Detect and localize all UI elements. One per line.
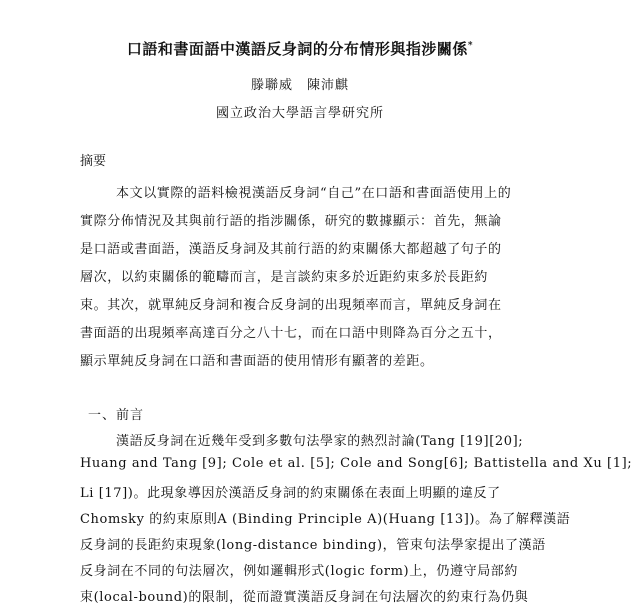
paper-title (0, 38, 600, 59)
body-line: 反身詞在不同的句法層次，例如邏輯形式(logic form)上，仍遵守局部約 (80, 564, 519, 579)
body-line: Huang and Tang [9]; Cole et al. [5]; Cole and Song[6]; Battistella and Xu [1]; (80, 456, 632, 471)
abstract-line: 顯示單純反身詞在口語和書面語的使用情形有顯著的差距。 (80, 354, 434, 369)
abstract-line: 束。其次，就單純反身詞和複合反身詞的出現頻率而言，單純反身詞在 (80, 298, 502, 313)
paper-title-text: 口語和書面語中漢語反身詞的分布情形與指涉關係 (126, 40, 468, 58)
body-line: 束(local-bound)的限制，從而證實漢語反身詞在句法層次的約束行為仍與 (80, 590, 529, 605)
body-line: 漢語反身詞在近幾年受到多數句法學家的熱烈討論(Tang [19][20]; (116, 434, 524, 449)
abstract-line: 實際分佈情況及其與前行語的指涉關係，研究的數據顯示：首先，無論 (80, 214, 502, 229)
abstract-line: 層次，以約束關係的範疇而言，是言談約束多於近距約束多於長距約 (80, 270, 489, 285)
body-line: 反身詞的長距約束現象(long-distance binding)，管束句法學家提出了漢語 (80, 538, 546, 553)
body-line: Chomsky 的約束原則A (Binding Principle A)(Huang [13])。為了解釋漢語 (80, 512, 571, 527)
paper-affiliation: 國立政治大學語言學研究所 (215, 106, 384, 121)
section-heading-introduction: 一、前言 (88, 408, 145, 423)
abstract-line: 本文以實際的語料檢視漢語反身詞“自己”在口語和書面語使用上的 (116, 186, 512, 201)
abstract-line: 書面語的出現頻率高達百分之八十七，而在口語中則降為百分之五十， (80, 326, 502, 341)
footnote-mark: * (467, 41, 474, 51)
paper-authors: 滕聯威 陳沛麒 (250, 78, 349, 93)
abstract-line: 是口語或書面語，漢語反身詞及其前行語的約束關係大都超越了句子的 (80, 242, 502, 257)
abstract-heading: 摘要 (80, 154, 107, 169)
body-line: Li [17])。此現象導因於漢語反身詞的約束關係在表面上明顯的違反了 (80, 486, 501, 501)
